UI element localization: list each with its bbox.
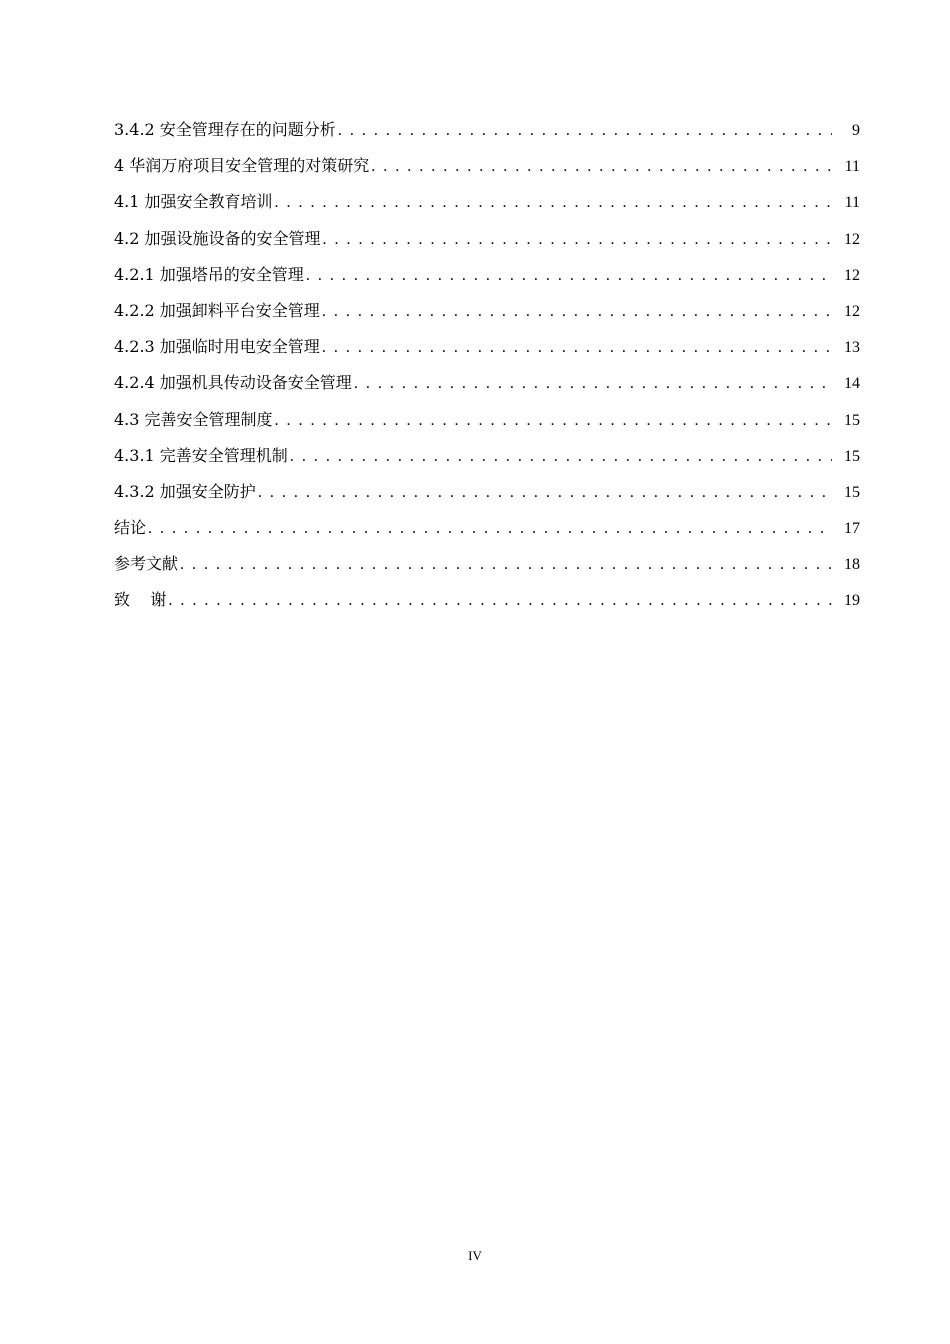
dot-leader	[323, 227, 832, 253]
toc-entry-label: 4 华润万府项目安全管理的对策研究	[114, 156, 370, 176]
toc-entry-4-3-1[interactable]	[114, 443, 860, 479]
toc-entry-page: 12	[844, 302, 860, 320]
dot-leader	[258, 480, 832, 506]
toc-entry-page: 18	[844, 556, 860, 574]
dot-leader	[354, 371, 832, 397]
toc-entry-page: 13	[844, 339, 860, 357]
toc-entry-4-2-4[interactable]	[114, 370, 860, 406]
toc-entry-label: 4.2.1 加强塔吊的安全管理	[114, 264, 304, 284]
toc-entry-4-2-3[interactable]	[114, 334, 860, 370]
toc-entry-4-3-2[interactable]	[114, 479, 860, 515]
toc-entry-page: 15	[844, 447, 860, 465]
toc-entry-4[interactable]	[114, 153, 860, 189]
toc-entry-label: 4.3.1 完善安全管理机制	[114, 445, 288, 465]
toc-entry-page: 11	[844, 194, 860, 212]
table-of-contents	[114, 117, 860, 624]
toc-entry-page: 17	[844, 520, 860, 538]
dot-leader	[338, 118, 832, 144]
toc-entry-4-2[interactable]	[114, 226, 860, 262]
toc-entry-page: 12	[844, 230, 860, 248]
toc-entry-page: 11	[844, 158, 860, 176]
dot-leader	[275, 408, 832, 434]
toc-entry-page: 12	[844, 266, 860, 284]
toc-entry-label: 4.2 加强设施设备的安全管理	[114, 228, 321, 248]
toc-entry-label: 结论	[114, 518, 147, 538]
dot-leader	[275, 190, 832, 216]
toc-entry-label: 4.2.4 加强机具传动设备安全管理	[114, 373, 352, 393]
toc-entry-label: 4.2.2 加强卸料平台安全管理	[114, 300, 320, 320]
toc-entry-page: 9	[852, 122, 860, 139]
toc-entry-page: 19	[844, 592, 860, 610]
dot-leader	[148, 516, 832, 542]
toc-entry-label: 4.3 完善安全管理制度	[114, 409, 273, 429]
page-number: IV	[468, 1248, 482, 1263]
dot-leader	[322, 299, 832, 325]
toc-entry-conclusion[interactable]	[114, 515, 860, 551]
toc-entry-page: 14	[844, 375, 860, 393]
toc-entry-label: 参考文献	[114, 554, 179, 574]
toc-entry-3-4-2[interactable]	[114, 117, 860, 153]
toc-entry-4-2-1[interactable]	[114, 262, 860, 298]
toc-entry-label: 4.2.3 加强临时用电安全管理	[114, 337, 320, 357]
dot-leader	[290, 444, 832, 470]
dot-leader	[371, 154, 832, 180]
toc-entry-label: 4.3.2 加强安全防护	[114, 481, 256, 501]
dot-leader	[322, 335, 832, 361]
toc-entry-label: 3.4.2 安全管理存在的问题分析	[114, 120, 336, 139]
toc-entry-acknowledgements[interactable]	[114, 587, 860, 623]
dot-leader	[180, 552, 832, 578]
toc-entry-4-2-2[interactable]	[114, 298, 860, 334]
dot-leader	[306, 263, 832, 289]
dot-leader	[168, 588, 832, 614]
toc-entry-4-1[interactable]	[114, 189, 860, 225]
toc-entry-page: 15	[844, 411, 860, 429]
toc-entry-page: 15	[844, 483, 860, 501]
toc-entry-label: 4.1 加强安全教育培训	[114, 192, 273, 212]
toc-entry-references[interactable]	[114, 551, 860, 587]
toc-entry-4-3[interactable]	[114, 407, 860, 443]
toc-entry-label: 致 谢	[114, 590, 167, 610]
